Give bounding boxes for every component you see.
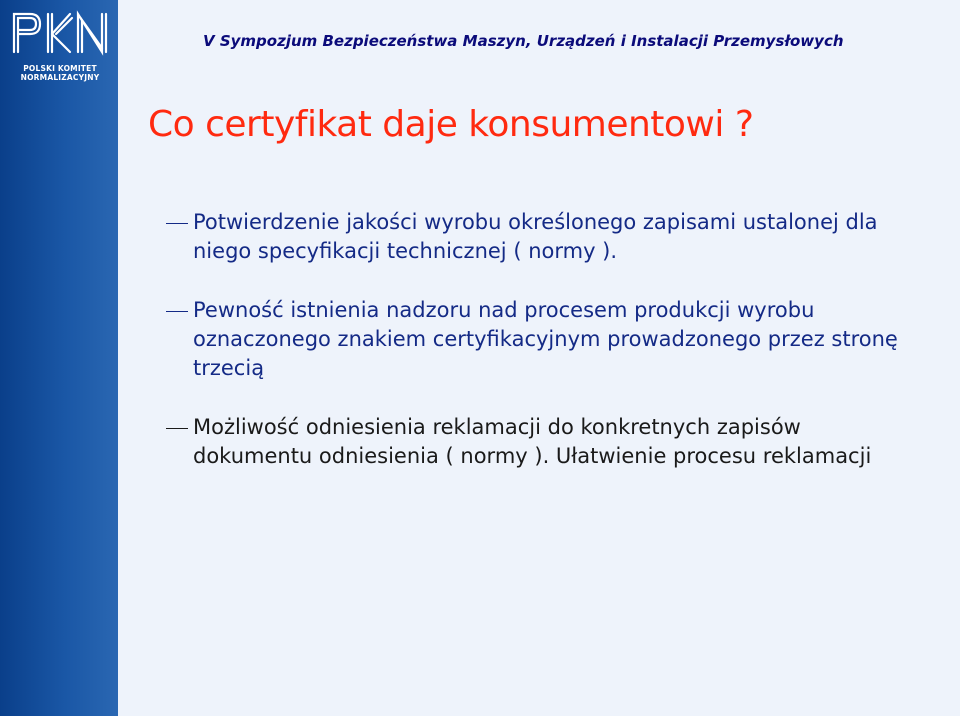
bullet-text-1: Potwierdzenie jakości wyrobu określonego zapisami ustalonej dla niego specyfikacji technicznej ( normy ). bbox=[193, 210, 878, 263]
left-accent-band bbox=[0, 0, 118, 716]
dash-bullet-icon bbox=[166, 223, 188, 224]
bullet-item-2 bbox=[158, 296, 918, 383]
bullet-text-2: Pewność istnienia nadzoru nad procesem produkcji wyrobu oznaczonego znakiem certyfikacyjnym prowadzonego przez stronę trzecią bbox=[193, 298, 898, 380]
bullet-item-1 bbox=[158, 208, 918, 266]
bullet-list bbox=[158, 208, 918, 471]
dash-bullet-icon bbox=[166, 311, 188, 312]
pkn-logo bbox=[6, 6, 114, 86]
pkn-wordmark bbox=[6, 6, 114, 58]
dash-bullet-icon bbox=[166, 428, 188, 429]
conference-title: V Sympozjum Bezpieczeństwa Maszyn, Urządzeń i Instalacji Przemysłowych bbox=[203, 32, 844, 50]
logo-subtitle-line1: POLSKI KOMITET bbox=[23, 64, 97, 73]
slide-title: Co certyfikat daje konsumentowi ? bbox=[148, 104, 754, 145]
bullet-text-3: Możliwość odniesienia reklamacji do konkretnych zapisów dokumentu odniesienia ( normy ). Ułatwienie procesu reklamacji bbox=[193, 415, 872, 468]
bullet-item-3 bbox=[158, 413, 918, 471]
logo-subtitle-line2: NORMALIZACYJNY bbox=[20, 73, 100, 82]
